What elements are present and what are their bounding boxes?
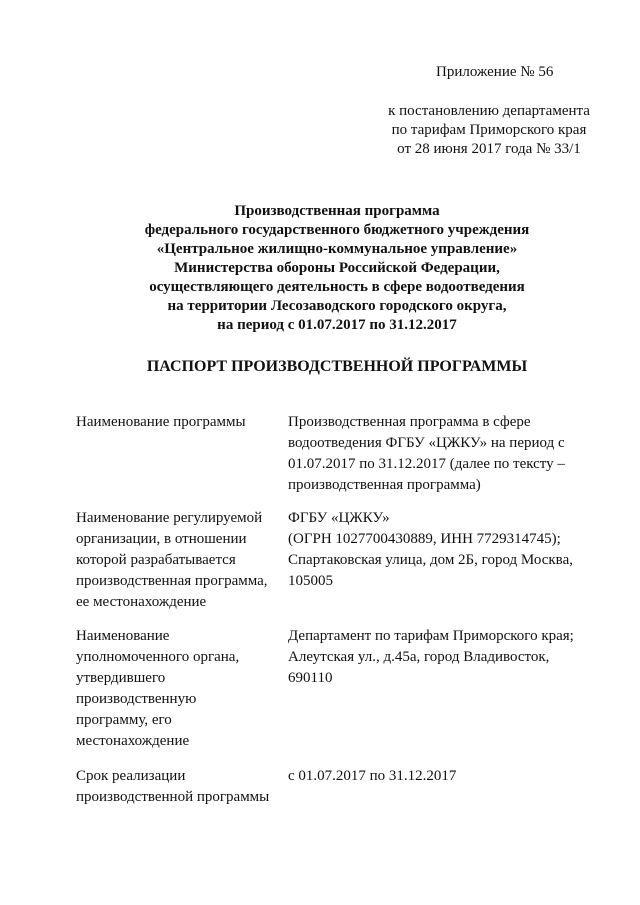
row-value-period — [288, 766, 608, 787]
label-line: Наименование регулируемой — [76, 510, 263, 526]
label-line: программу, его — [76, 712, 172, 728]
program-title-line: на территории Лесозаводского городского округа, — [167, 298, 507, 314]
row-label-period — [76, 766, 280, 808]
label-line: производственная программа, — [76, 573, 268, 589]
appendix-ref-line: к постановлению департамента — [388, 103, 590, 119]
value-line: Алеутская ул., д.45а, город Владивосток, — [288, 649, 550, 665]
program-title-line: Министерства обороны Российской Федерации, — [174, 260, 500, 276]
program-title-line: осуществляющего деятельность в сфере водоотведения — [149, 279, 525, 295]
row-label-organization — [76, 508, 280, 613]
program-title-line: на период с 01.07.2017 по 31.12.2017 — [217, 317, 457, 333]
value-line: водоотведения ФГБУ «ЦЖКУ» на период с — [288, 435, 565, 451]
label-line: утвердившего — [76, 670, 166, 686]
row-value-organization — [288, 508, 608, 592]
label-line: уполномоченного органа, — [76, 649, 240, 665]
value-line: Производственная программа в сфере — [288, 414, 531, 430]
value-line: 105005 — [288, 573, 333, 589]
appendix-ref-line: по тарифам Приморского края — [391, 122, 587, 138]
label-line: Наименование — [76, 628, 170, 644]
label-line: производственной программы — [76, 789, 270, 805]
row-label-authority — [76, 626, 280, 752]
value-line: ФГБУ «ЦЖКУ» — [288, 510, 390, 526]
row-value-program-name — [288, 412, 608, 496]
program-title-line: «Центральное жилищно-коммунальное управление» — [156, 241, 518, 257]
value-line: (ОГРН 1027700430889, ИНН 7729314745); — [288, 531, 561, 547]
label-line: местонахождение — [76, 733, 190, 749]
appendix-reference — [380, 102, 598, 159]
label-line: производственную — [76, 691, 197, 707]
value-line: с 01.07.2017 по 31.12.2017 — [288, 768, 457, 784]
row-value-authority — [288, 626, 608, 689]
label-line: организации, в отношении — [76, 531, 247, 547]
label-line: Срок реализации — [76, 768, 186, 784]
program-title-line: федерального государственного бюджетного учреждения — [144, 222, 530, 238]
value-line: 01.07.2017 по 31.12.2017 (далее по тексту – — [288, 456, 565, 472]
program-title — [100, 202, 574, 335]
value-line: 690110 — [288, 670, 333, 686]
row-label-program-name — [76, 412, 280, 433]
label-line: Наименование программы — [76, 414, 246, 430]
label-line: которой разрабатывается — [76, 552, 236, 568]
value-line: производственная программа) — [288, 477, 481, 493]
program-title-line: Производственная программа — [234, 203, 440, 219]
label-line: ее местонахождение — [76, 594, 207, 610]
appendix-title: Приложение № 56 — [436, 64, 554, 80]
passport-heading: ПАСПОРТ ПРОИЗВОДСТВЕННОЙ ПРОГРАММЫ — [146, 358, 528, 375]
appendix-ref-line: от 28 июня 2017 года № 33/1 — [397, 141, 581, 157]
value-line: Спартаковская улица, дом 2Б, город Москва, — [288, 552, 573, 568]
value-line: Департамент по тарифам Приморского края; — [288, 628, 574, 644]
